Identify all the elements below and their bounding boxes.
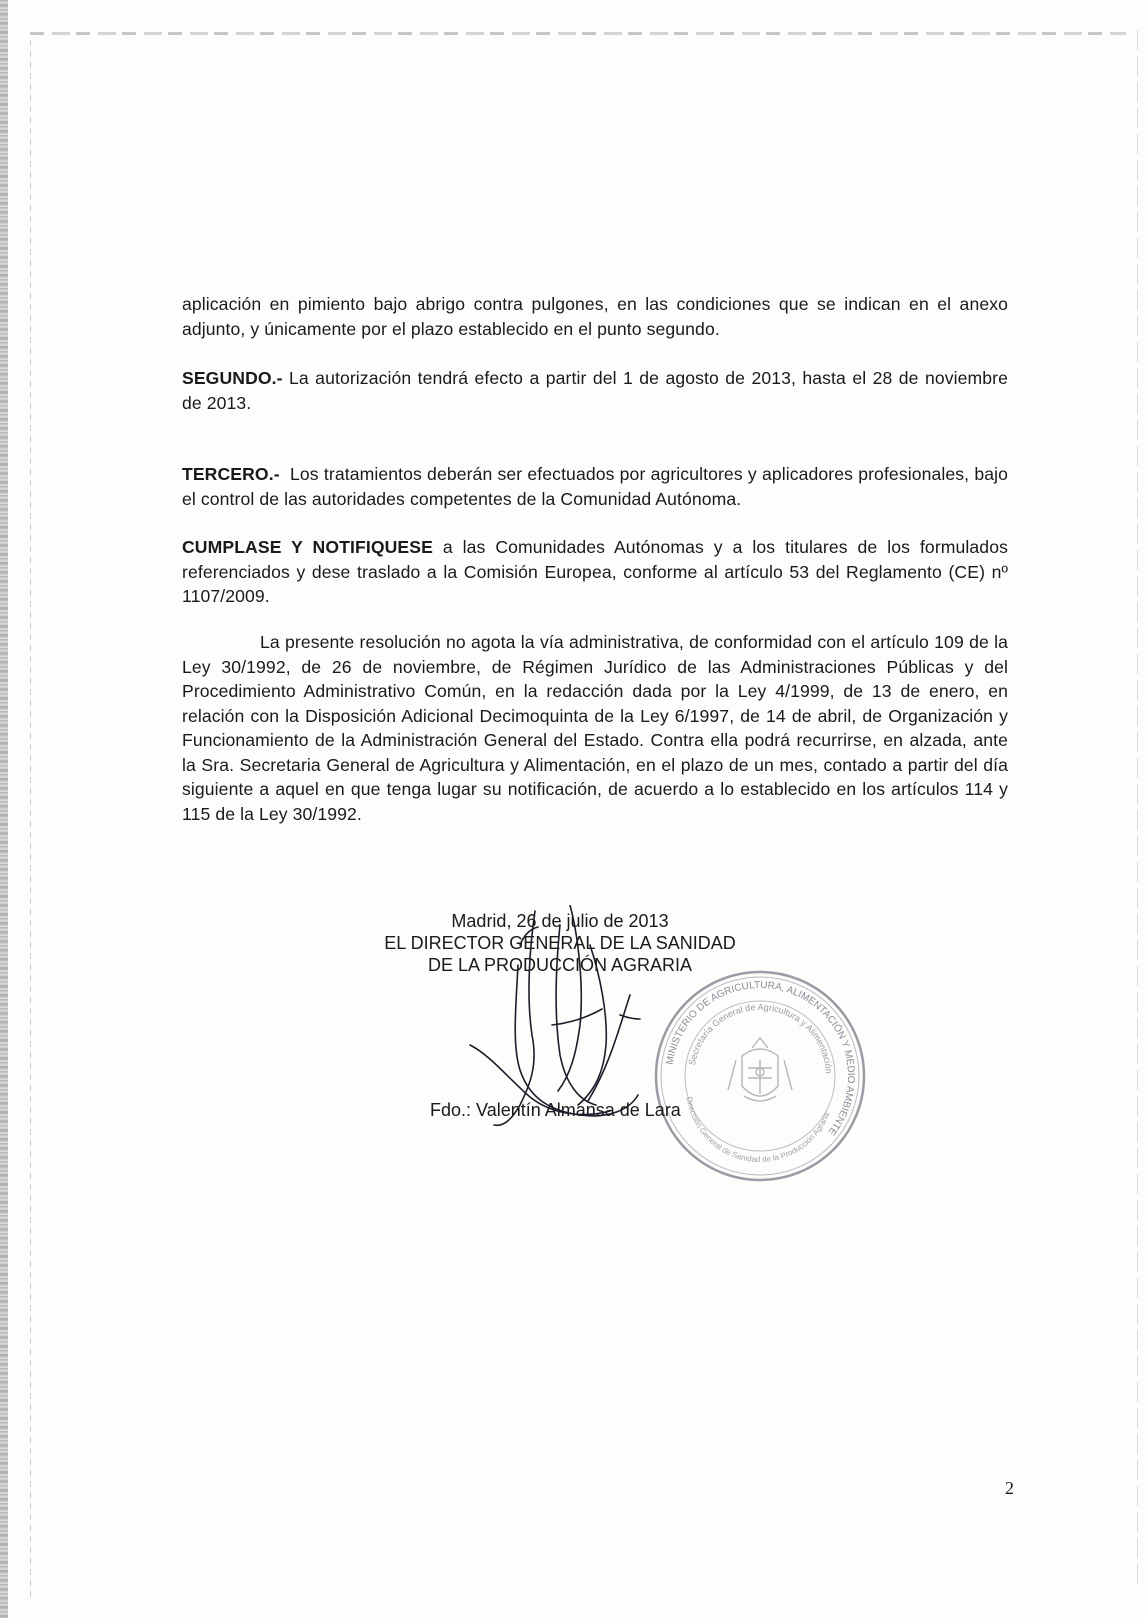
scan-edge-right	[1137, 30, 1138, 1588]
place-date: Madrid, 26 de julio de 2013	[451, 911, 669, 931]
paragraph-text: La presente resolución no agota la vía administrativa, de conformidad con el artículo 109 de la Ley 30/1992, de 26 de noviembre, de Régimen Jurídico de las Administraciones Públicas y del Procedimiento Administrativo Común, en la redacción dada por la Ley 4/1999, de 13 de enero, en relación con la Disposición Adicional Decimoquinta de la Ley 6/1997, de 14 de abril, de Organización y Funcionamiento de la Administración General del Estado. Contra ella podrá recurrirse, en alzada, ante la Sra. Secretaria General de Agricultura y Alimentación, en el plazo de un mes, contado a partir del día siguiente a aquel en que tenga lugar su notificación, de acuerdo a lo establecido en los artículos 114 y 115 de la Ley 30/1992.	[182, 632, 1008, 824]
paragraph-tercero	[182, 462, 1008, 511]
paragraph-heading: TERCERO.-	[182, 464, 280, 484]
seal-outer-text: MINISTERIO DE AGRICULTURA, ALIMENTACIÓN Y MEDIO AMBIENTE	[664, 979, 857, 1138]
signer-title-line2: DE LA PRODUCCIÓN AGRARIA	[427, 955, 693, 975]
seal-bottom-text: Dirección General de Sanidad de la Producción Agraria	[684, 1096, 832, 1165]
paragraph-heading: SEGUNDO.-	[182, 368, 283, 388]
scan-edge-line	[30, 40, 31, 1598]
paragraph-recurso	[182, 630, 1008, 826]
scan-edge-top	[30, 32, 1126, 35]
paragraph-heading: CUMPLASE Y NOTIFIQUESE	[182, 537, 433, 557]
paragraph-text: aplicación en pimiento bajo abrigo contra pulgones, en las condiciones que se indican en el anexo adjunto, y únicamente por el plazo establecido en el punto segundo.	[182, 294, 1008, 339]
seal-inner-text: Secretaría General de Agricultura y Alimentación	[686, 1001, 834, 1075]
page-number: 2	[1005, 1478, 1014, 1498]
signer-title: EL DIRECTOR GENERAL DE LA SANIDAD	[384, 933, 736, 953]
signed-by: Fdo.: Valentín Almansa de Lara	[430, 1100, 681, 1120]
coat-of-arms-icon	[728, 1038, 792, 1101]
paragraph-continuation	[182, 292, 1008, 341]
paragraph-cumplase	[182, 535, 1008, 609]
handwritten-signature	[460, 905, 710, 1155]
scan-edge-left	[0, 0, 8, 1618]
paragraph-text: a las Comunidades Autónomas y a los titulares de los formulados referenciados y dese traslado a la Comisión Europea, conforme al artículo 53 del Reglamento (CE) nº 1107/2009.	[182, 537, 1008, 606]
paragraph-text: La autorización tendrá efecto a partir del 1 de agosto de 2013, hasta el 28 de noviembre de 2013.	[182, 368, 1008, 413]
paragraph-segundo	[182, 366, 1008, 415]
paragraph-text: Los tratamientos deberán ser efectuados por agricultores y aplicadores profesionales, bajo el control de las autoridades competentes de la Comunidad Autónoma.	[182, 464, 1008, 509]
